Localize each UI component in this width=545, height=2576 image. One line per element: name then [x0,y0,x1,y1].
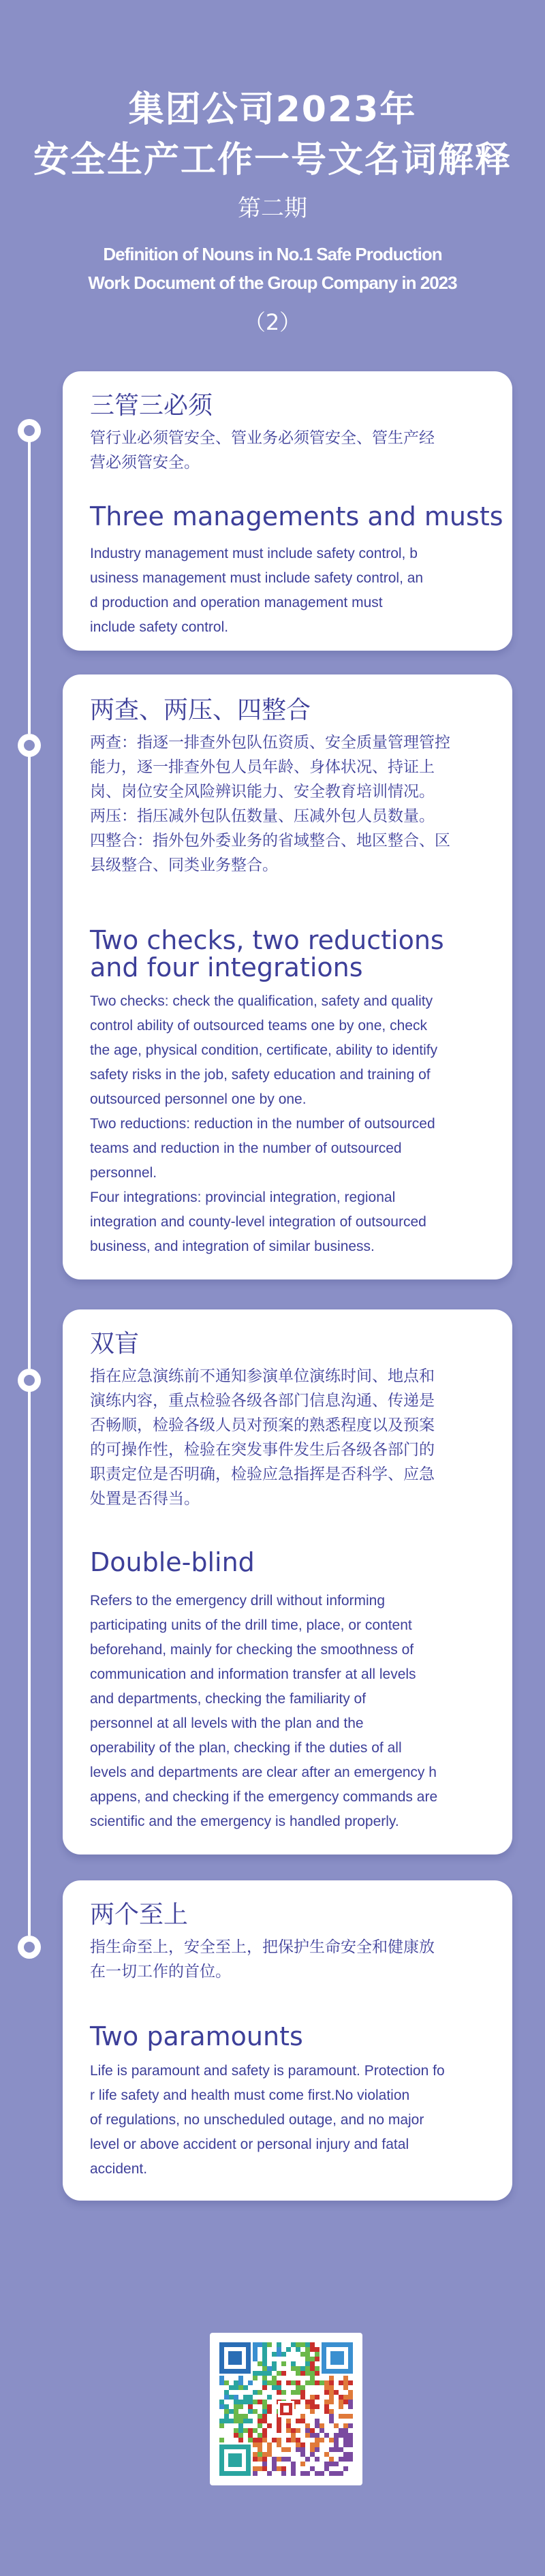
section-en-body: Refers to the emergency drill without informing participating units of the drill time, place, or content beforehand, mainly for checking the smoothness of communication and information transfer at all levels and departments, checking the familiarity of personnel at all levels with the plan and the operability of the plan, checking if the duties of all levels and departments are clear after an emergency h appens, and checking if the emergency commands are scientific and the emergency is handled properly. [90,1593,438,1829]
section-card-two-paramounts [63,1880,512,2201]
timeline-dot-icon [18,1936,41,1959]
timeline-dot-icon [18,1369,41,1392]
section-en-body: Industry management must include safety control, b usiness management must include safety control, an d production and operation management must include safety control. [90,546,424,635]
timeline-dot-icon [18,734,41,757]
section-zh-body: 管行业必须管安全、管业务必须管安全、管生产经 营必须管安全。 [90,429,435,471]
issue-label: 第二期 [238,195,307,222]
section-en-title: Two paramounts [90,2021,303,2051]
section-en-body: Life is paramount and safety is paramount. Protection fo r life safety and health must come first.No violation of regulations, no unscheduled outage, and no major level or above accident or personal injury and fatal accident. [90,2063,445,2177]
timeline-line [28,752,31,1369]
part-label: （2） [243,309,302,335]
timeline-dot-icon [18,419,41,442]
section-en-title: Double-blind [90,1547,255,1577]
section-card-three-managements [63,371,512,651]
english-title [0,240,545,297]
qr-code [210,2333,362,2485]
section-zh-title: 三管三必须 [90,392,213,420]
section-en-body: Two checks: check the qualification, safety and quality control ability of outsourced teams one by one, check the age, physical condition, certificate, ability to identify safety risks in the job, safety education and training of outsourced personnel one by one. Two reductions: reduction in the number of outsourced teams and reduction in the number of outsourced personnel. Four integrations: provincial integration, regional integration and county-level integration of outsourced business, and integration of similar business. [90,993,438,1254]
page-title-line1: 集团公司2023年 [128,89,417,130]
section-zh-title: 两个至上 [90,1901,189,1929]
section-zh-title: 双盲 [90,1330,140,1358]
timeline-line [28,431,31,734]
section-en-title: Three managements and musts [90,501,503,531]
english-title-line2: Work Document of the Group Company in 2023 [88,273,457,293]
section-zh-body: 指在应急演练前不通知参演单位演练时间、地点和 演练内容，重点检验各级各部门信息沟通、传递是 否畅顺，检验各级人员对预案的熟悉程度以及预案 的可操作性，检验在突发事件发生后各级各部门的 职责定位是否明确，检验应急指挥是否科学、应急 处置是否得当。 [90,1367,435,1508]
section-zh-title: 两查、两压、四整合 [90,696,311,724]
section-zh-body: 两查：指逐一排查外包队伍资质、安全质量管理管控 能力，逐一排查外包人员年龄、身体状况、持证上 岗、岗位安全风险辨识能力、安全教育培训情况。 两压：指压减外包队伍数量、压减外包人员数量。 四整合：指外包外委业务的省域整合、地区整合、区 县级整合、同类业务整合。 [90,734,450,874]
page-title-line2: 安全生产工作一号文名词解释 [33,140,512,181]
section-zh-body: 指生命至上，安全至上，把保护生命安全和健康放 在一切工作的首位。 [90,1938,435,1981]
qr-code-icon [218,2341,354,2477]
section-en-title: Two checks, two reductions and four integrations [90,925,444,982]
section-card-double-blind [63,1309,512,1855]
english-title-line1: Definition of Nouns in No.1 Safe Production [103,244,442,264]
section-card-two-checks [63,674,512,1279]
timeline-line [28,1387,31,1936]
